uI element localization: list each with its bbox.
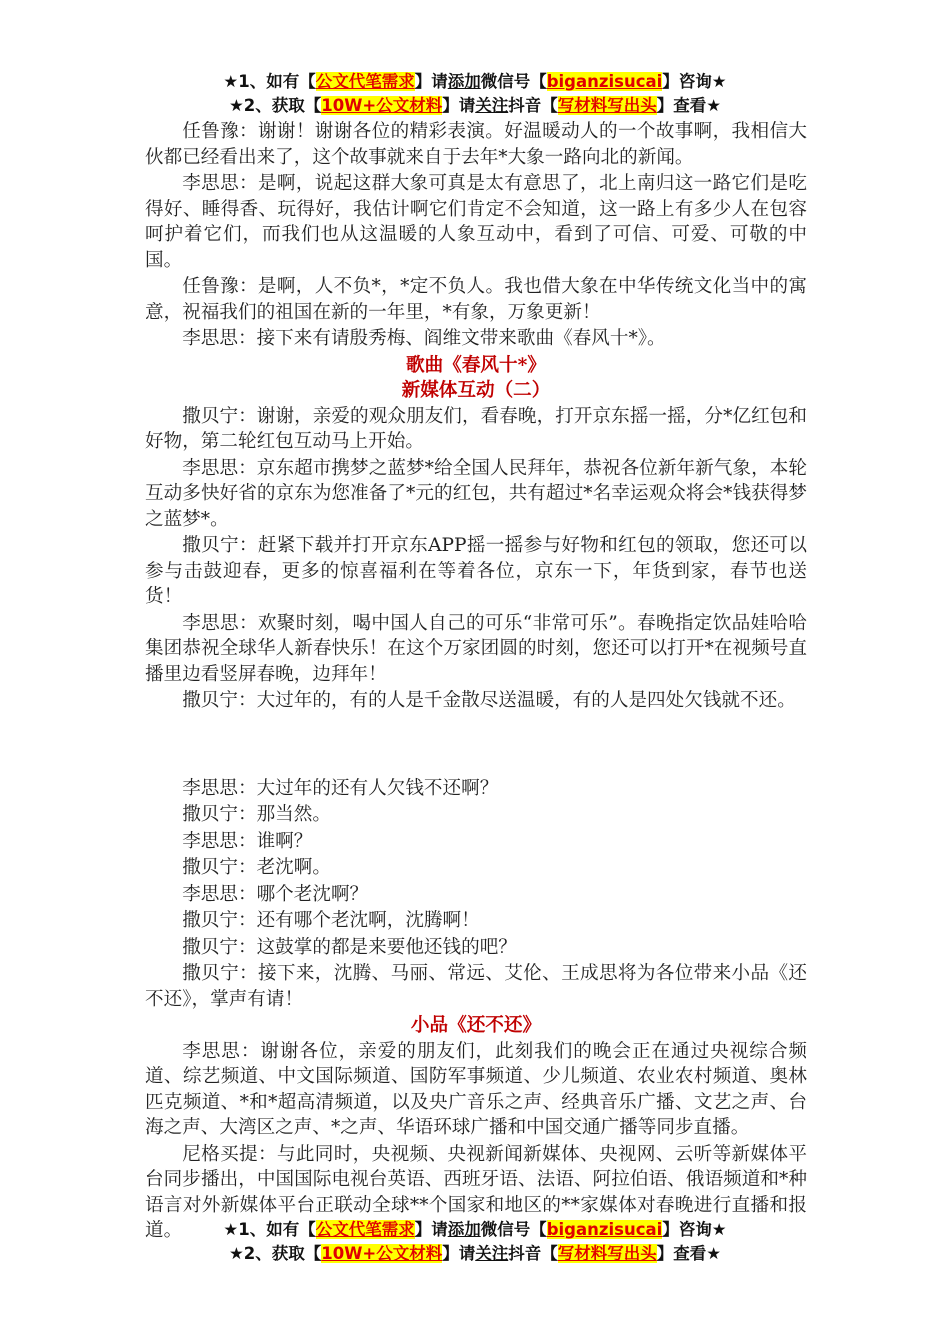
promo-underline: 关注: [475, 96, 509, 115]
promo-highlight: 10W+公文材料: [321, 1244, 443, 1263]
promo-highlight: 公文代笔需求: [315, 1220, 415, 1239]
dialogue-paragraph: 撒贝宁：还有哪个老沈啊，沈腾啊！: [182, 910, 480, 932]
promo-text: 微信号【: [480, 72, 547, 91]
promo-line-2-footer: [0, 1242, 950, 1266]
dialogue-paragraph: 撒贝宁：老沈啊。: [182, 857, 331, 879]
promo-underline: 添加: [447, 1220, 481, 1239]
dialogue-paragraph: 任鲁豫：谢谢！谢谢各位的精彩表演。好温暖动人的一个故事啊，我相信大伙都已经看出来了，这个故事就来自于去年*大象一路向北的新闻。: [145, 121, 807, 168]
section-heading: 歌曲《春风十*》: [406, 354, 546, 376]
promo-underline: 添加: [447, 72, 481, 91]
promo-text: 抖音【: [508, 1244, 558, 1263]
dialogue-paragraph: 撒贝宁：大过年的，有的人是千金散尽送温暖，有的人是四处欠钱就不还。: [182, 690, 796, 711]
dialogue-paragraph: 任鲁豫：是啊，人不负*，*定不负人。我也借大象在中华传统文化当中的寓意，祝福我们的祖国在新的一年里，*有象，万象更新！: [145, 276, 807, 323]
promo-line-1: [0, 70, 950, 94]
dialogue-paragraph: 李思思：欢聚时刻，喝中国人自己的可乐“非常可乐”。春晚指定饮品娃哈哈集团恭祝全球华人新春快乐！在这个万家团圆的时刻，您还可以打开*在视频号直播里边看竖屏春晚，边拜年！: [145, 612, 807, 685]
dialogue-paragraph: 撒贝宁：那当然。: [182, 804, 331, 826]
promo-text: ★2、获取【: [228, 1244, 322, 1263]
promo-text: ★2、获取【: [228, 96, 322, 115]
section-heading: 小品《还不还》: [410, 1015, 542, 1037]
dialogue-paragraph: 李思思：谢谢各位，亲爱的朋友们，此刻我们的晚会正在通过央视综合频道、综艺频道、中文国际频道、国防军事频道、少儿频道、农业农村频道、奥林匹克频道、*和*超高清频道，以及央广音乐之声、经典音乐广播、文艺之声、台海之声、大湾区之声、*之声、华语环球广播和中国交通广播等同步直播。: [145, 1040, 807, 1139]
promo-highlight: 10W+公文材料: [321, 96, 443, 115]
document-body: [145, 119, 807, 1245]
douyin-id: 写材料写出头: [557, 96, 657, 115]
wechat-id: biganzisucai: [546, 72, 663, 91]
dialogue-paragraph: 李思思：大过年的还有人欠钱不还啊？: [182, 777, 499, 799]
promo-underline: 关注: [475, 1244, 509, 1263]
promo-text: 】请: [414, 72, 448, 91]
dialogue-paragraph: 李思思：哪个老沈啊？: [182, 883, 369, 905]
promo-text: 抖音【: [508, 96, 558, 115]
promo-text: 】请: [442, 1244, 476, 1263]
promo-text: 】请: [442, 96, 476, 115]
dialogue-paragraph: 李思思：京东超市携梦之蓝梦*给全国人民拜年，恭祝各位新年新气象，本轮互动多快好省的京东为您准备了*元的红包，共有超过*名幸运观众将会*钱获得梦之蓝梦*。: [145, 457, 807, 530]
dialogue-paragraph: 李思思：是啊，说起这群大象可真是太有意思了，北上南归这一路它们是吃得好、睡得香、玩得好，我估计啊它们肯定不会知道，这一路上有多少人在包容呵护着它们，而我们也从这温暖的人象互动中，看到了可信、可爱、可敬的中国。: [145, 173, 807, 271]
dialogue-paragraph: 李思思：接下来有请殷秀梅、阎维文带来歌曲《春风十*》。: [182, 328, 666, 349]
promo-text: ★1、如有【: [223, 1220, 316, 1239]
promo-line-1-footer: [0, 1218, 950, 1242]
promo-text: 】咨询★: [662, 1220, 727, 1239]
dialogue-paragraph: 撒贝宁：谢谢，亲爱的观众朋友们，看春晚，打开京东摇一摇，分*亿红包和好物，第二轮红包互动马上开始。: [145, 405, 807, 452]
promo-text: ★1、如有【: [223, 72, 316, 91]
dialogue-paragraph: 撒贝宁：这鼓掌的都是来要他还钱的吧？: [182, 936, 517, 958]
douyin-id: 写材料写出头: [557, 1244, 657, 1263]
dialogue-paragraph: 李思思：谁啊？: [182, 830, 313, 852]
promo-text: 】查看★: [656, 96, 722, 115]
promo-text: 】咨询★: [662, 72, 727, 91]
promo-text: 】请: [414, 1220, 448, 1239]
dialogue-paragraph: 尼格买提：与此同时，央视频、央视新闻新媒体、央视网、云听等新媒体平台同步播出，中国国际电视台英语、西班牙语、法语、阿拉伯语、俄语频道和*种语言对外新媒体平台正联动全球**个国家和地区的**家媒体对春晚进行直播和报道。: [145, 1143, 807, 1242]
section-heading: 新媒体互动（二）: [401, 380, 551, 401]
dialogue-paragraph: 撒贝宁：接下来，沈腾、马丽、常远、艾伦、王成思将为各位带来小品《还不还》，掌声有请！: [145, 963, 807, 1010]
blank-line: [145, 732, 807, 757]
dialogue-paragraph: 撒贝宁：赶紧下载并打开京东APP摇一摇参与好物和红包的领取，您还可以参与击鼓迎春，更多的惊喜福利在等着各位，京东一下，年货到家，春节也送货！: [145, 535, 807, 607]
promo-text: 】查看★: [656, 1244, 722, 1263]
wechat-id: biganzisucai: [546, 1220, 663, 1239]
promo-highlight: 公文代笔需求: [315, 72, 415, 91]
promo-line-2: [0, 94, 950, 118]
promo-text: 微信号【: [480, 1220, 547, 1239]
